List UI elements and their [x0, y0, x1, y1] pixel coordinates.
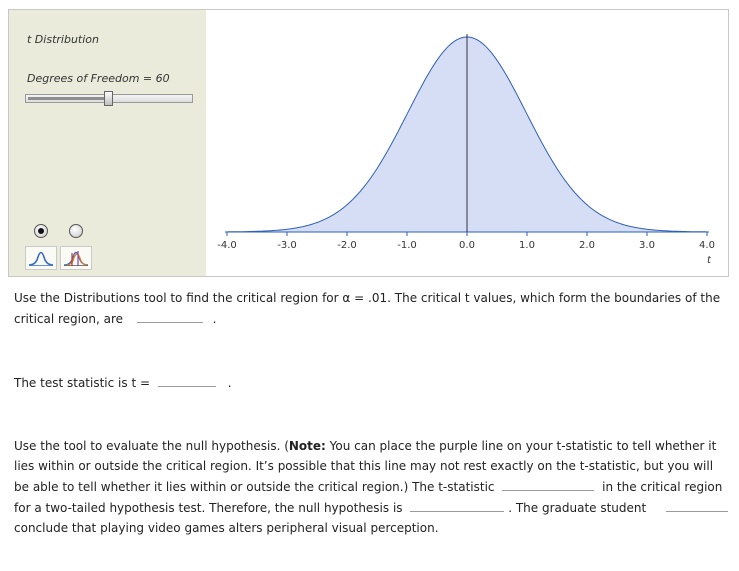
df-equals: = — [142, 72, 153, 85]
mode-radio-critical-region[interactable] — [69, 224, 83, 238]
df-label: Degrees of Freedom — [27, 72, 140, 85]
q3-text-4a: for a two-tailed hypothesis test. Therefore, the null hypothesis is — [14, 501, 403, 515]
q1-text-b: = .01. The critical t values, which form the boundaries of the — [354, 291, 721, 305]
distribution-title: t Distribution — [27, 33, 99, 46]
question-null-hypothesis — [14, 436, 732, 538]
critical-values-answer-field[interactable] — [137, 308, 203, 323]
df-slider-fill — [28, 97, 106, 100]
t-distribution-chart — [207, 10, 729, 276]
mode-radio-distribution[interactable] — [34, 224, 48, 238]
df-value: 60 — [155, 72, 170, 85]
null-hypothesis-dropdown[interactable] — [410, 497, 504, 512]
df-slider[interactable] — [25, 94, 193, 103]
q3-text-3b: in the critical region — [602, 480, 723, 494]
q1-text-c: critical region, are — [14, 312, 123, 326]
df-slider-thumb[interactable] — [104, 91, 113, 106]
q3-text-4b: . The graduate student — [508, 501, 647, 515]
q2-text: The test statistic is t = — [14, 376, 151, 390]
df-label-row — [27, 72, 170, 85]
q3-line3 — [14, 476, 732, 497]
x-tick-label: 3.0 — [639, 240, 655, 251]
q3-text-3a: be able to tell whether it lies within or outside the critical region.) The t-statistic — [14, 480, 495, 494]
q3-line1 — [14, 436, 732, 456]
x-tick-label: 0.0 — [459, 240, 475, 251]
x-axis-label: t — [707, 255, 711, 266]
x-tick-label: -3.0 — [277, 240, 297, 251]
x-axis-ticks — [217, 232, 715, 251]
q3-line5: conclude that playing video games alters peripheral visual perception. — [14, 521, 439, 535]
distribution-tool — [8, 9, 729, 277]
q3-line4 — [14, 497, 732, 518]
q3-note-label: Note: — [288, 439, 326, 453]
x-tick-label: 1.0 — [519, 240, 535, 251]
x-tick-label: 4.0 — [699, 240, 715, 251]
critical-region-icon[interactable] — [60, 246, 92, 270]
q1-line1 — [14, 288, 732, 308]
q2-period: . — [227, 376, 232, 390]
q1-text-a: Use the Distributions tool to find the critical region for — [14, 291, 339, 305]
x-tick-label: 2.0 — [579, 240, 595, 251]
q3-line2: lies within or outside the critical region. It’s possible that this line may not rest exactly on the t-statistic, but you will — [14, 459, 714, 473]
q3-text-1a: Use the tool to evaluate the null hypothesis. ( — [14, 439, 289, 453]
question-test-statistic — [14, 372, 232, 393]
tstat-location-dropdown[interactable] — [502, 476, 594, 491]
conclusion-dropdown[interactable] — [666, 497, 728, 512]
test-statistic-answer-field[interactable] — [158, 372, 216, 387]
question-critical-region — [14, 288, 732, 329]
q3-text-1b: You can place the purple line on your t-statistic to tell whether it — [325, 439, 717, 453]
control-panel — [9, 10, 206, 276]
q1-line2 — [14, 308, 732, 329]
x-tick-label: -1.0 — [397, 240, 417, 251]
q1-period: . — [212, 312, 217, 326]
normal-curve-icon[interactable] — [25, 246, 57, 270]
x-tick-label: -4.0 — [217, 240, 237, 251]
alpha-symbol: α — [342, 291, 351, 305]
x-tick-label: -2.0 — [337, 240, 357, 251]
